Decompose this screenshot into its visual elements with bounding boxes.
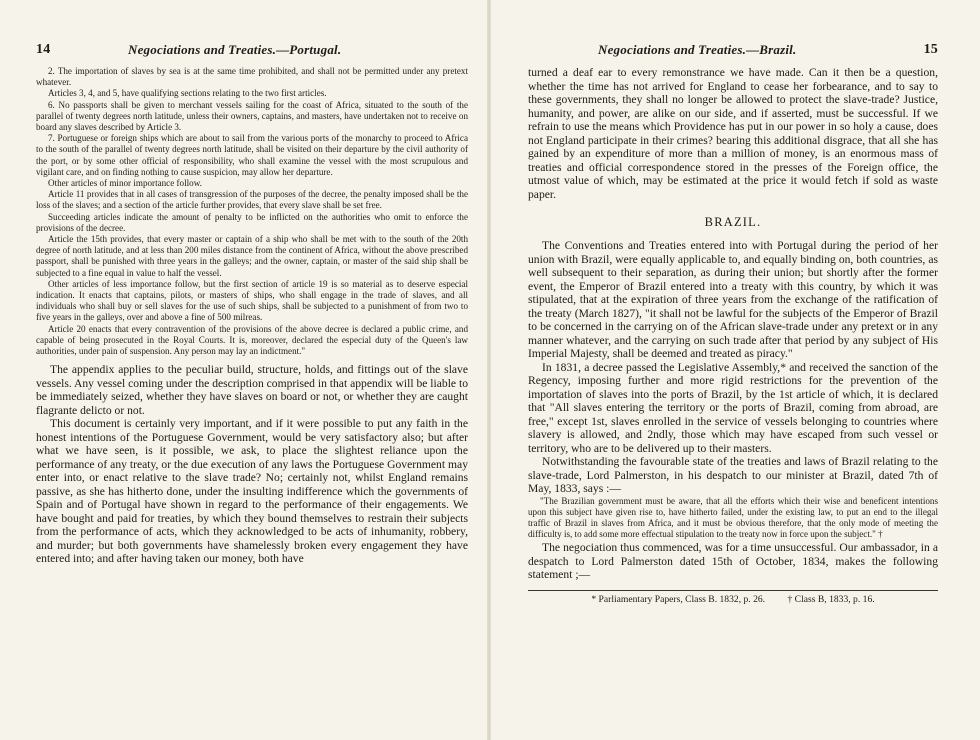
footnote-rule: [528, 590, 938, 591]
minor-articles-note: Other articles of minor importance follow.: [48, 178, 202, 189]
brazil-body: [528, 239, 938, 496]
left-page-content: [36, 66, 468, 566]
left-running-title: Negociations and Treaties.—Portugal.: [128, 42, 342, 57]
footnote-1: * Parliamentary Papers, Class B. 1832, p. 26.: [591, 593, 766, 605]
right-page-number: 15: [923, 42, 938, 57]
succeeding-articles: Succeeding articles indicate the amount of penalty to be inflicted on the authorities who omit to enforce the provisions of the decree.: [36, 211, 468, 233]
brazil-paragraph-2: In 1831, a decree passed the Legislative Assembly,* and received the sanction of the Regency, imposing further and more rigid restrictions for the prevention of the importation of slaves into the ports of Brazil, by the 1st article of which, it is declared that "All slaves entering the territory or the ports of Brazil, coming from abroad, are free," except 1st, slaves enrolled in the service of vessels belonging to countries where slavery is allowed, and 2ndly, those which may have escaped from such vessel or territory, who are to be delivered up to their masters.: [528, 360, 938, 455]
importance-paragraph: This document is certainly very important, and if it were possible to put any faith in the honest intentions of the Portuguese Government, would be very satisfactory also; but after what we have seen, is it possible, we ask, to place the slightest reliance upon the performance of any treaty, or the due execution of any laws the Portuguese Government may enter into, or enact relative to the slave trade? No; certainly not, whilst England remains passive, as she has hitherto done, under the insulting indifference which the governments of Spain and of Portugal have shown in regard to the performance of their engagements. We have bought and paid for treaties, by which they bound themselves to restrain their subjects from the performance of acts, which they acknowledged to be acts of inhumanity, robbery, and murder; but both governments have shamelessly broken every engagement they have entered into; and after having taken our money, both have: [36, 417, 468, 566]
right-continuation: [528, 66, 938, 201]
right-running-title: Negociations and Treaties.—Brazil.: [598, 42, 797, 57]
closing-body: [528, 541, 938, 582]
left-body-text: [36, 363, 468, 566]
article-19: Other articles of less importance follow, but the first section of article 19 is so material as to deserve especial indication. It enacts that captains, pilots, or masters of ships, who shall engage in the trade of slaves, and all individuals who shall buy or sell slaves for the use of such ships, shall be subjected to a punishment of from two to five years in the galleys, over and above a fine of 500 milreas.: [36, 278, 468, 323]
footnote-2: † Class B, 1833, p. 16.: [787, 593, 875, 605]
brazil-paragraph-3: Notwithstanding the favourable state of the treaties and laws of Brazil relating to the slave-trade, Lord Palmerston, in his despatch to our minister at Brazil, dated 7th of May, 1833, says :—: [528, 455, 938, 495]
article-6: 6. No passports shall be given to merchant vessels sailing for the coast of Africa, situated to the south of the parallel of twenty degrees north latitude, unless their owners, captains, and masters, have undertaken not to receive on board any slaves described by Article 3.: [36, 99, 468, 133]
footnotes: [528, 594, 938, 606]
article-11: Article 11 provides that in all cases of transgression of the purposes of the decree, the penalty imposed shall be the loss of the slaves; and a section of the article further provides, that every slave shall be set free.: [36, 189, 468, 211]
treaty-articles: [36, 66, 468, 357]
closing-paragraph: The negociation thus commenced, was for a time unsuccessful. Our ambassador, in a despatch to Lord Palmerston dated 15th of October, 1834, makes the following statement ;—: [528, 541, 938, 582]
brazil-paragraph-1: The Conventions and Treaties entered into with Portugal during the period of her union with Brazil, were equally applicable to, and equally binding on, both countries, as well subsequent to their separation, as during their union; but shortly after the former event, the Emperor of Brazil entered into a treaty with this country, by which it was stipulated, that at the expiration of three years from the exchange of the ratification of the treaty (March 1827), "it shall not be lawful for the subjects of the Emperor of Brazil to be concerned in the carrying on of the African slave-trade under any pretext or in any manner whatever, and the carrying on such trade after that period by any subject of His Imperial Majesty, shall be deemed and treated as piracy.": [528, 239, 938, 360]
palmerston-quote: [528, 496, 938, 541]
articles-3-5: Articles 3, 4, and 5, have qualifying sections relating to the two first articles.: [48, 88, 327, 99]
article-20: Article 20 enacts that every contravention of the provisions of the above decree is declared a public crime, and capable of being prosecuted in the Royal Courts. It is, moreover, declared the especial duty of the Queen's law authorities, under pain of suspension. Any person may lay an indictment.": [36, 323, 468, 357]
article-2: 2. The importation of slaves by sea is at the same time prohibited, and shall not be permitted under any pretext whatever.: [36, 66, 468, 88]
article-15: Article the 15th provides, that every master or captain of a ship who shall be met with to the south of the 20th degree of north latitude, and at less than 200 miles distance from the continent of Africa, without the above prescribed passport, shall be punished with three years in the galleys; and the owner, captain, or master of the said ship shall be subjected to a fine equal in value to half the vessel.: [36, 234, 468, 278]
continuation-paragraph: turned a deaf ear to every remonstrance we have made. Can it then be a question, whether the time has not arrived for England to cease her forbearance, and to say to these governments, they shall no longer be allowed to protect the slave-trade? Justice, humanity, and power, are alike on our side, and if asserted, must be successful. If we refrain to use the means which Providence has put in our power in so holy a cause, does not England participate in their crimes? bearing this additional disgrace, that all she has gained by an expenditure of more than a million of money, is an enormous mass of treaties and official correspondence stored in the presses of the Foreign office, the utmost value of which, may be estimated at the price it would fetch if sold as waste paper.: [528, 66, 938, 201]
section-heading-brazil: BRAZIL.: [704, 215, 762, 229]
right-page-content: [528, 66, 938, 606]
quote-text: "The Brazilian government must be aware, that all the efforts which their wise and beneficent intentions upon this subject have given rise to, have hitherto failed, under the existing law, to put an end to the illegal traffic of Brazil in slaves from Africa, and it must be obvious therefore, that the only mode of meeting the difficulty is, to add some more effectual stipulation to the treaty now in force upon the subject." †: [528, 495, 938, 540]
appendix-paragraph: The appendix applies to the peculiar build, structure, holds, and fittings out of the slave vessels. Any vessel coming under the description comprised in that appendix will be liable to be immediately seized, whether they have slaves on board or not, or whether they are caught flagrante delicto or not.: [36, 363, 468, 417]
article-7: 7. Portuguese or foreign ships which are about to sail from the various ports of the monarchy to proceed to Africa to the south of the parallel of twenty degrees north latitude, shall be visited on their departure by the civil authority of the port, or by some other official of responsibility, who shall examine the vessel with the most scrupulous and vigilant care, and on finding nothing to cause suspicion, may allow her departure.: [36, 133, 468, 177]
left-page-number: 14: [36, 42, 51, 57]
